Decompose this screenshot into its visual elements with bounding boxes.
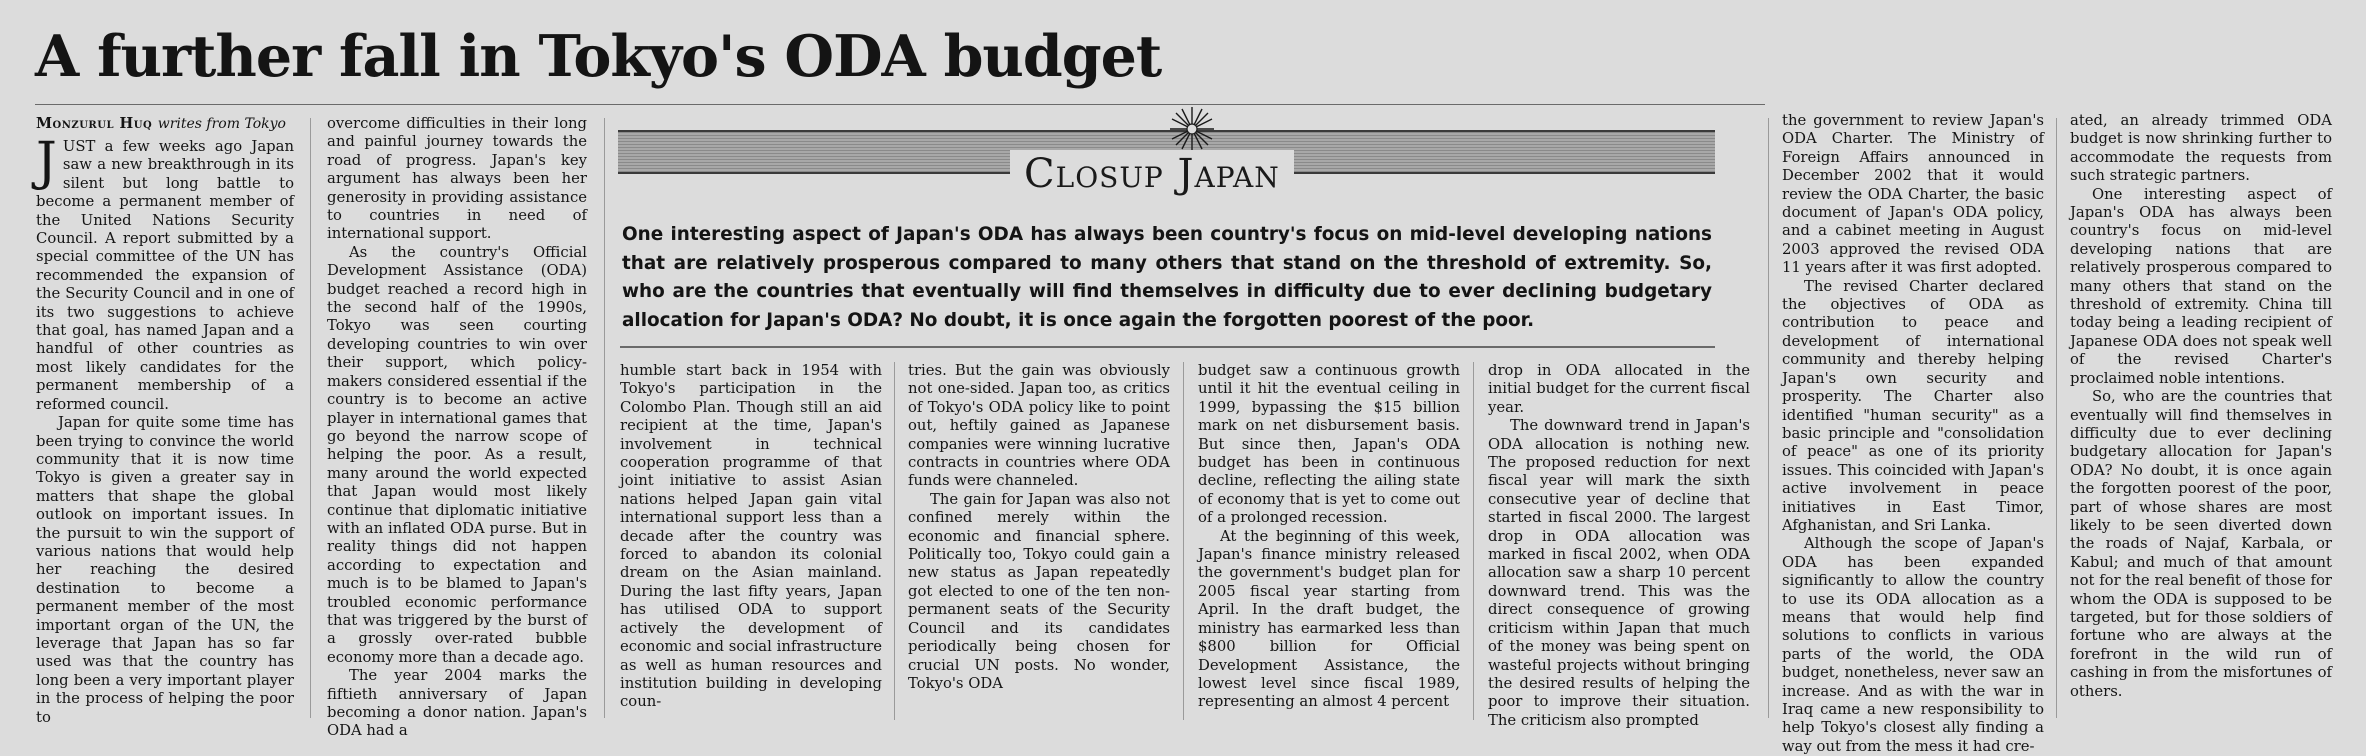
headline: A further fall in Tokyo's ODA budget — [35, 23, 1162, 90]
column-divider — [2056, 118, 2057, 718]
paragraph: At the beginning of this week, Japan's finance ministry released the government's budget plan for 2005 fiscal year starting from April. In the draft budget, the ministry has earmarked less than $800 billion for Official Development Assistance, the lowest level since fiscal 1989, representing an almost 4 percent — [1198, 527, 1460, 711]
column-divider — [894, 362, 895, 720]
paragraph: overcome difficulties in their long and painful journey towards the road of progress. Japan's key argument has always been her generosity in providing assistance to countries in need of international support. — [327, 115, 587, 243]
paragraph: The gain for Japan was also not confined merely within the economic and financial sphere. Politically too, Tokyo could gain a new status as Japan repeatedly got elected to one of the ten non-permanent seats of the Security Council and its candidates periodically being chosen for crucial UN posts. No wonder, Tokyo's ODA — [908, 490, 1170, 692]
paragraph: tries. But the gain was obviously not one-sided. Japan too, as critics of Tokyo's ODA policy like to point out, heftily gained as Japanese companies were winning lucrative contracts in countries where ODA funds were channeled. — [908, 362, 1170, 490]
column-1 — [36, 115, 294, 725]
column-5 — [1198, 362, 1460, 722]
column-divider — [1473, 362, 1474, 720]
paragraph: The downward trend in Japan's ODA allocation is nothing new. The proposed reduction for next fiscal year will mark the sixth consecutive year of decline that started in fiscal 2000. The largest drop in ODA allocation was marked in fiscal 2002, when ODA allocation saw a sharp 10 percent downward trend. This was the direct consequence of growing criticism within Japan that much of the money was being spent on wasteful projects without bringing the desired results of helping the poor to improve their situation. The criticism also prompted — [1488, 417, 1750, 729]
paragraph: The year 2004 marks the fiftieth anniversary of Japan becoming a donor nation. Japan's ODA had a — [327, 667, 587, 740]
lede-rule — [620, 346, 1715, 348]
column-divider — [1768, 118, 1769, 718]
column-6 — [1488, 362, 1750, 729]
paragraph: drop in ODA allocated in the initial budget for the current fiscal year. — [1488, 362, 1750, 416]
byline-suffix: writes from Tokyo — [157, 116, 286, 132]
paragraph: ated, an already trimmed ODA budget is now shrinking further to accommodate the requests from such strategic partners. — [2070, 112, 2332, 185]
paragraph: As the country's Official Development Assistance (ODA) budget reached a record high in the second half of the 1990s, Tokyo was seen courting developing countries to win over their support, which policy-makers considered essential if the country is to become an active player in international games that go beyond the narrow scope of helping the poor. As a result, many around the world expected that Japan would most likely continue that diplomatic initiative with an inflated ODA purse. But in reality things did not happen according to expectation and much is to be blamed to Japan's troubled economic performance that was triggered by the burst of a grossly over-rated bubble economy more than a decade ago. — [327, 243, 587, 666]
column-4 — [908, 362, 1170, 722]
starburst-icon — [1168, 105, 1216, 153]
column-8 — [2070, 112, 2332, 724]
byline — [36, 115, 294, 133]
column-divider — [310, 118, 311, 718]
paragraph: JUST a few weeks ago Japan saw a new breakthrough in its silent but long battle to become a permanent member of the United Nations Security Council. A report submitted by a special committee of the UN has recommended the expansion of the Security Council and in one of its two suggestions to achieve that goal, has named Japan and a handful of other countries as most likely candidates for the permanent membership of a reformed council. — [36, 132, 294, 413]
paragraph: humble start back in 1954 with Tokyo's participation in the Colombo Plan. Though still an aid recipient at the time, Japan's involvement in technical cooperation programme of that joint initiative to assist Asian nations helped Japan gain vital international support less than a decade after the country was forced to abandon its colonial dream on the Asian mainland. During the last fifty years, Japan has utilised ODA to support actively the development of economic and social infrastructure as well as human resources and institution building in developing coun- — [620, 362, 882, 711]
paragraph: budget saw a continuous growth until it hit the eventual ceiling in 1999, bypassing the $15 billion mark on net disbursement basis. But since then, Japan's ODA budget has been in continuous decline, reflecting the ailing state of economy that is yet to come out of a prolonged recession. — [1198, 362, 1460, 527]
byline-name: Monzurul Huq — [36, 115, 153, 132]
paragraph: the government to review Japan's ODA Charter. The Ministry of Foreign Affairs announced in December 2002 that it would review the ODA Charter, the basic document of Japan's ODA policy, and a cabinet meeting in August 2003 approved the revised ODA 11 years after it was first adopted. — [1782, 112, 2044, 277]
column-7 — [1782, 112, 2044, 755]
paragraph: One interesting aspect of Japan's ODA has always been country's focus on mid-level developing nations that are relatively prosperous compared to many others that stand on the threshold of extremity. China till today being a leading recipient of Japanese ODA does not speak well of the revised Charter's proclaimed noble intentions. — [2070, 185, 2332, 387]
paragraph: Although the scope of Japan's ODA has been expanded significantly to allow the country to use its ODA allocation as a means that would help find solutions to conflicts in various parts of the world, the ODA budget, nonetheless, never saw an increase. And as with the war in Iraq came a new responsibility to help Tokyo's closest ally finding a way out from the mess it had cre- — [1782, 535, 2044, 755]
lede-paragraph: One interesting aspect of Japan's ODA has always been country's focus on mid-level developing nations that are relatively prosperous compared to many others that stand on the threshold of extremity. So, who are the countries that eventually will find themselves in difficulty due to ever declining budgetary allocation for Japan's ODA? No doubt, it is once again the forgotten poorest of the poor. — [622, 224, 1712, 331]
paragraph: The revised Charter declared the objectives of ODA as contribution to peace and development of international community and thereby helping Japan's own security and prosperity. The Charter also identified "human security" as a basic principle and "consolidation of peace" as one of its priority issues. This coincided with Japan's active involvement in peace initiatives in East Timor, Afghanistan, and Sri Lanka. — [1782, 277, 2044, 534]
drop-cap: J — [36, 132, 57, 192]
section-banner-title: Closup Japan — [1010, 150, 1294, 198]
column-divider — [604, 118, 605, 718]
column-2 — [327, 115, 587, 740]
headline-rule — [35, 104, 1765, 105]
paragraph: So, who are the countries that eventually will find themselves in difficulty due to ever declining budgetary allocation for Japan's ODA? No doubt, it is once again the forgotten poorest of the poor, part of whose shares are most likely to be seen diverted down the roads of Najaf, Karbala, or Kabul; and much of that amount not for the real benefit of those for whom the ODA is supposed to be targeted, but for those soldiers of fortune who are always at the forefront in the wild run of cashing in from the misfortunes of others. — [2070, 388, 2332, 700]
column-3 — [620, 362, 882, 722]
paragraph: Japan for quite some time has been trying to convince the world community that it is now time Tokyo is given a greater say in matters that shape the global outlook on important issues. In the pursuit to win the support of various nations that would help her reaching the desired destination to become a permanent member of the most important organ of the UN, the leverage that Japan has so far used was that the country has long been a very important player in the process of helping the poor to — [36, 414, 294, 726]
column-divider — [1183, 362, 1184, 720]
